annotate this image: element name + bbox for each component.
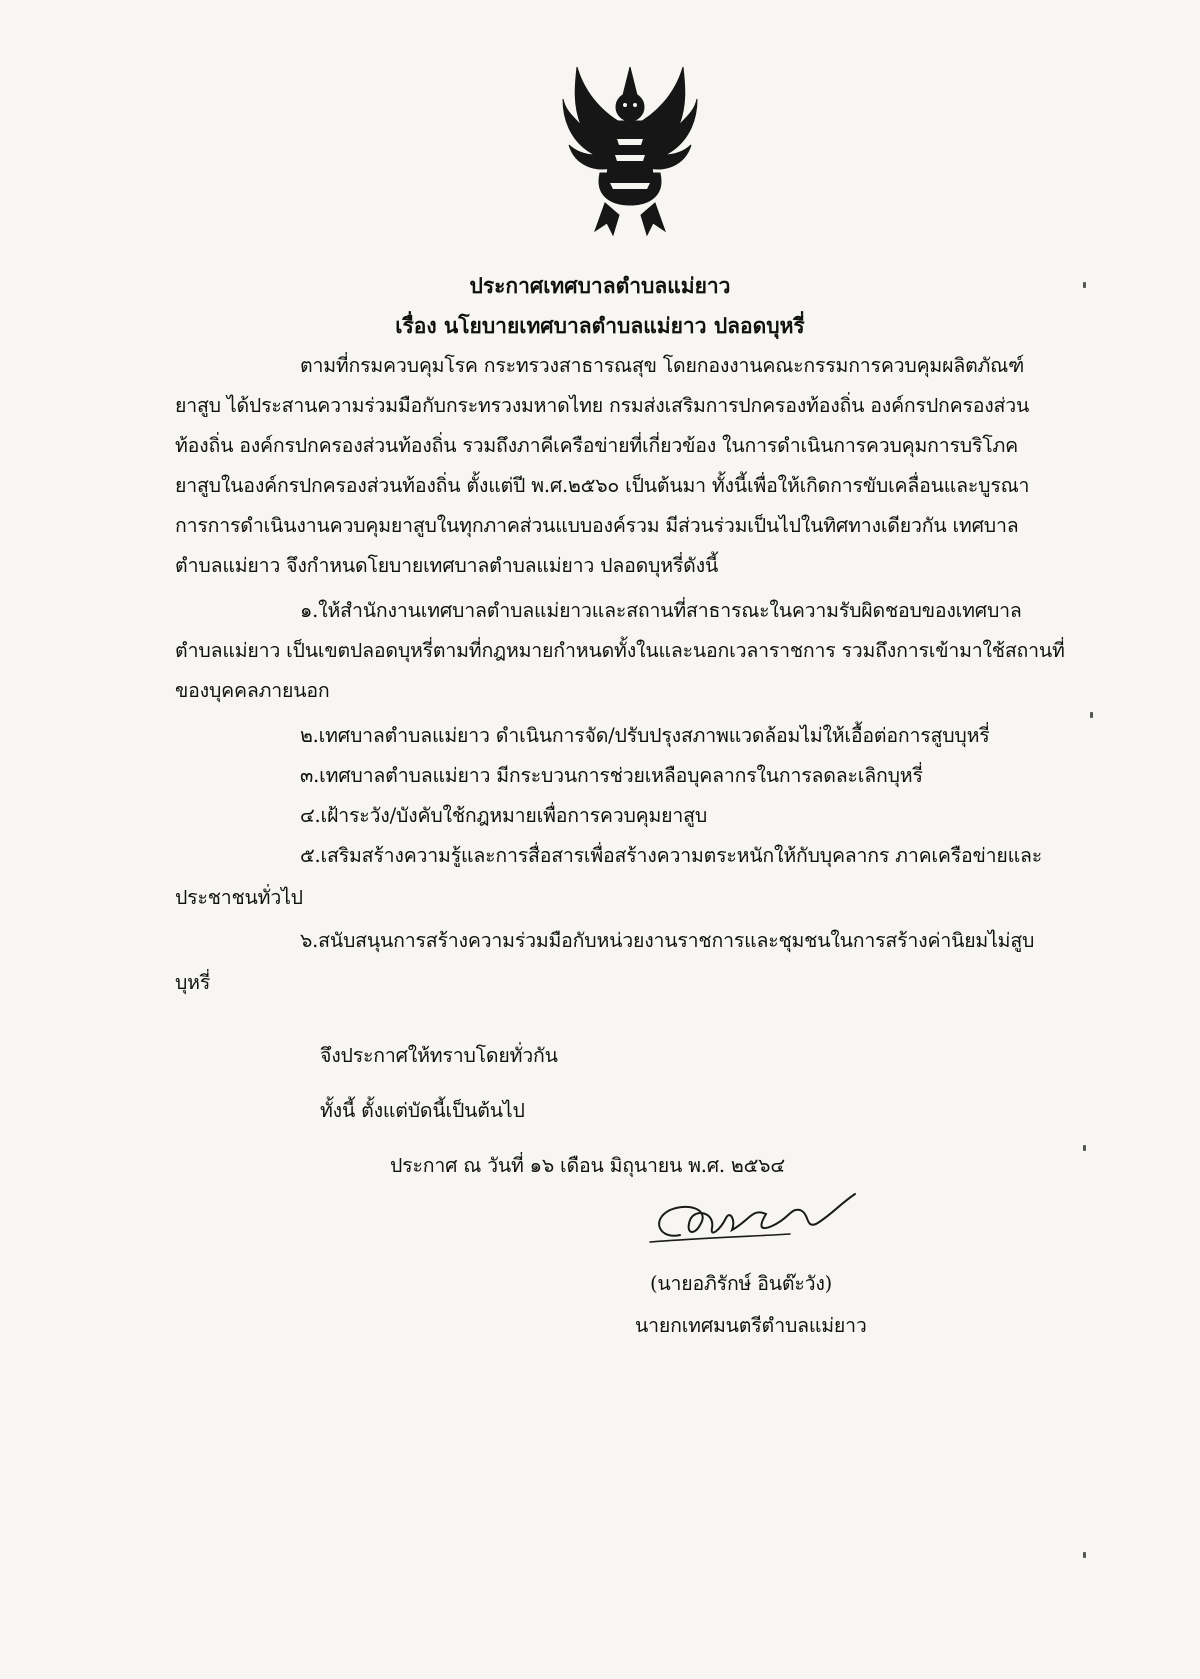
policy-item-6-cont: บุหรี่ — [175, 971, 211, 994]
scan-mark — [1083, 1552, 1086, 1558]
policy-item-1: ๑.ให้สำนักงานเทศบาลตำบลแม่ยาวและสถานที่สาธารณะในความรับผิดชอบของเทศบาล — [300, 599, 1022, 622]
intro-line: ยาสูบในองค์กรปกครองส่วนท้องถิ่น ตั้งแต่ปี พ.ศ.๒๕๖๐ เป็นต้นมา ทั้งนี้เพื่อให้เกิดการขับเคลื่อนและบูรณา — [175, 474, 1030, 497]
policy-item-3: ๓.เทศบาลตำบลแม่ยาว มีกระบวนการช่วยเหลือบุคลากรในการลดละเลิกบุหรี่ — [300, 764, 923, 787]
signer-title: นายกเทศมนตรีตำบลแม่ยาว — [635, 1314, 867, 1337]
closing-effective: ทั้งนี้ ตั้งแต่บัดนี้เป็นต้นไป — [320, 1099, 525, 1122]
document-subject: เรื่อง นโยบายเทศบาลตำบลแม่ยาว ปลอดบุหรี่ — [395, 313, 805, 338]
intro-line: ท้องถิ่น องค์กรปกครองส่วนท้องถิ่น รวมถึงภาคีเครือข่ายที่เกี่ยวข้อง ในการดำเนินการควบคุมการบริโภค — [175, 434, 1019, 457]
scan-mark — [1083, 1145, 1086, 1151]
intro-line: การการดำเนินงานควบคุมยาสูบในทุกภาคส่วนแบบองค์รวม มีส่วนร่วมเป็นไปในทิศทางเดียวกัน เทศบาล — [175, 514, 1019, 537]
policy-item-1-cont: ตำบลแม่ยาว เป็นเขตปลอดบุหรี่ตามที่กฎหมายกำหนดทั้งในและนอกเวลาราชการ รวมถึงการเข้ามาใช้สถานที่ — [175, 639, 1065, 662]
policy-item-6: ๖.สนับสนุนการสร้างความร่วมมือกับหน่วยงานราชการและชุมชนในการสร้างค่านิยมไม่สูบ — [300, 929, 1035, 952]
scan-mark — [1083, 282, 1086, 288]
policy-item-2: ๒.เทศบาลตำบลแม่ยาว ดำเนินการจัด/ปรับปรุงสภาพแวดล้อมไม่ให้เอื้อต่อการสูบบุหรี่ — [300, 724, 990, 747]
policy-item-4: ๔.เฝ้าระวัง/บังคับใช้กฎหมายเพื่อการควบคุมยาสูบ — [300, 804, 708, 827]
signer-name: (นายอภิรักษ์ อินต๊ะวัง) — [650, 1272, 833, 1295]
policy-item-5: ๕.เสริมสร้างความรู้และการสื่อสารเพื่อสร้างความตระหนักให้กับบุคลากร ภาคเครือข่ายและ — [300, 844, 1043, 867]
signature-icon — [640, 1180, 880, 1260]
intro-line: ตามที่กรมควบคุมโรค กระทรวงสาธารณสุข โดยกองงานคณะกรรมการควบคุมผลิตภัณฑ์ — [300, 354, 1025, 377]
policy-item-5-cont: ประชาชนทั่วไป — [175, 886, 303, 909]
garuda-emblem-icon — [555, 55, 705, 245]
intro-line: ตำบลแม่ยาว จึงกำหนดโยบายเทศบาลตำบลแม่ยาว ปลอดบุหรี่ดังนี้ — [175, 554, 719, 577]
scan-mark — [1090, 712, 1093, 718]
closing-announce: จึงประกาศให้ทราบโดยทั่วกัน — [320, 1044, 558, 1067]
announcement-date: ประกาศ ณ วันที่ ๑๖ เดือน มิถุนายน พ.ศ. ๒๕๖๔ — [390, 1154, 785, 1177]
policy-item-1-cont: ของบุคคลภายนอก — [175, 679, 330, 702]
document-title: ประกาศเทศบาลตำบลแม่ยาว — [469, 273, 731, 298]
intro-line: ยาสูบ ได้ประสานความร่วมมือกับกระทรวงมหาดไทย กรมส่งเสริมการปกครองท้องถิ่น องค์กรปกครองส่วน — [175, 394, 1030, 417]
